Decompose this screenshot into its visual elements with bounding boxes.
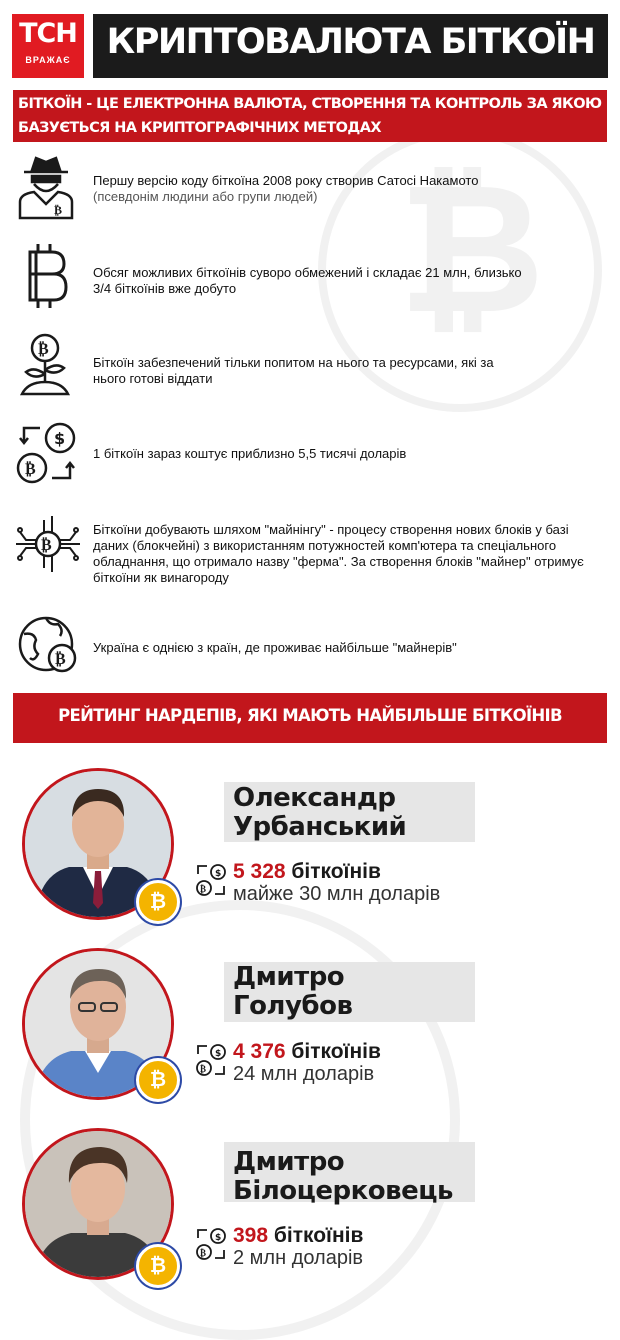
exchange-small-icon [193,1226,229,1262]
svg-text:₿: ₿ [25,459,36,478]
person-3-coins [233,1225,363,1247]
person-3-first-name: Дмитро [233,1147,345,1177]
person-3-unit: біткоїнів [273,1224,364,1247]
svg-text:₿: ₿ [38,339,49,358]
svg-text:₿: ₿ [55,649,66,668]
tsn-logo-text: ТСН [19,18,77,49]
person-2-last-name: Голубов [233,991,353,1021]
fact-4: 1 біткоїн зараз коштує приблизно 5,5 тисячі доларів [93,446,407,461]
bitcoin-coin-icon: ₿ [136,1244,180,1288]
fact-6: Україна є однією з країн, де проживає найбільше "майнерів" [93,640,457,655]
person-2-first-name: Дмитро [233,962,345,992]
bitcoin-plant-icon [16,332,74,396]
fact-1-text: Першу версію коду біткоїна 2008 року створив Сатосі Накамото [93,173,479,188]
fact-3: Біткоїн забезпечений тільки попитом на нього та ресурсами, які за нього готові віддати [93,355,494,386]
exchange-small-icon [193,862,229,898]
tsn-logo-tagline: ВРАЖАЄ [25,55,71,65]
svg-text:₿: ₿ [200,1065,207,1075]
bitcoin-symbol-icon [22,240,70,312]
person-1-count: 5 328 [233,860,286,883]
fact-1-note: (псевдонім людини або групи людей) [93,189,318,204]
svg-text:$: $ [215,869,222,879]
svg-text:$: $ [215,1049,222,1059]
svg-text:$: $ [215,1233,222,1243]
person-1-name [233,784,406,842]
person-3-last-name: Білоцерковець [233,1176,453,1206]
exchange-small-icon [193,1042,229,1078]
person-2-count: 4 376 [233,1040,286,1063]
person-1-unit: біткоїнів [291,860,381,883]
bitcoin-watermark-symbol: ₿ [398,145,545,354]
svg-text:₿: ₿ [54,203,63,217]
globe-bitcoin-icon [16,612,82,678]
rating-title: РЕЙТИНГ НАРДЕПІВ, ЯКІ МАЮТЬ НАЙБІЛЬШЕ БІТКОЇНІВ [58,706,562,725]
exchange-icon [12,420,80,486]
person-2-name [233,963,352,1021]
person-2-unit: біткоїнів [291,1040,381,1063]
person-1-last-name: Урбанський [233,812,407,842]
definition-text: БІТКОЇН - ЦЕ ЕЛЕКТРОННА ВАЛЮТА, СТВОРЕННЯ ТА КОНТРОЛЬ ЗА ЯКОЮ БАЗУЄТЬСЯ НА КРИПТОГРАФІЧНИХ МЕТОДАХ [18,96,602,136]
person-2-coins [233,1041,381,1063]
person-1-first-name: Олександр [233,783,396,813]
svg-text:$: $ [54,429,66,448]
person-3-count: 398 [233,1224,269,1247]
svg-text:₿: ₿ [41,535,52,554]
person-3-name [233,1148,453,1206]
fact-1 [93,173,523,205]
person-3-usd: 2 млн доларів [233,1247,364,1269]
bitcoin-coin-icon: ₿ [136,1058,180,1102]
svg-text:₿: ₿ [200,1249,207,1259]
person-1-coins [233,861,381,883]
fact-2: Обсяг можливих біткоїнів суворо обмежений і складає 21 млн, близько 3/4 біткоїнів вже добуто [93,265,522,296]
person-1-usd: майже 30 млн доларів [233,883,441,905]
fact-5: Біткоїни добувають шляхом "майнінгу" - процесу створення нових блоків у базі даних (блокчейні) з використанням потужностей комп'ютера та спеціального обладнання, що отримало назву "ферма". За створення блоків "майнер" отримує біткоїни як винагороду [93,522,584,585]
person-2-usd: 24 млн доларів [233,1063,375,1085]
page-title: КРИПТОВАЛЮТА БІТКОЇН [106,22,595,62]
bitcoin-coin-icon: ₿ [136,880,180,924]
svg-text:₿: ₿ [200,885,207,895]
hacker-icon [14,152,78,220]
mining-circuit-icon [12,512,84,576]
